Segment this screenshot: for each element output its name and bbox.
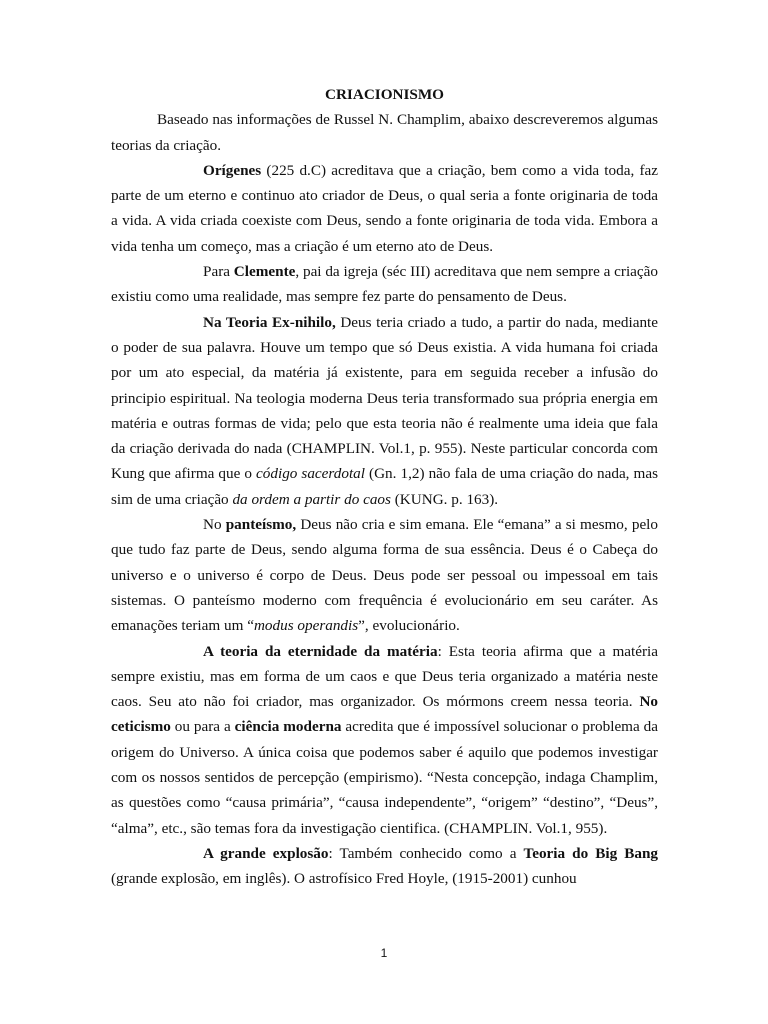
clemente-prefix: Para bbox=[203, 263, 234, 281]
paragraph-grande-explosao bbox=[111, 841, 658, 892]
eternidade-text-2: ou para a bbox=[170, 718, 235, 736]
term-eternidade: A teoria da eternidade da matéria bbox=[203, 642, 438, 660]
ex-nihilo-text-1: Deus teria criado a tudo, a partir do nada, mediante o poder de sua palavra. Houve um tempo que só Deus existia. A vida humana foi criada por um ato especial, da matéria já existente, para em seguida receber a infusão do principio espiritual. Na teologia moderna Deus teria transformado sua própria energia em matéria e outras formas de vida; pelo que esta teoria não é realmente uma ideia que fala da criação derivada do nada (CHAMPLIN. Vol.1, p. 955). Neste particular concorda com Kung que afirma que o bbox=[111, 313, 659, 483]
paragraph-eternidade bbox=[111, 639, 658, 841]
clemente-text: , pai da igreja (séc III) acreditava que nem sempre a criação existiu como uma realidade, mas sempre fez parte do pensamento de Deus. bbox=[111, 263, 658, 306]
document-body bbox=[111, 82, 658, 892]
term-clemente: Clemente bbox=[233, 263, 296, 281]
term-origenes: Orígenes bbox=[203, 161, 262, 179]
origenes-text: (225 d.C) acreditava que a criação, bem como a vida toda, faz parte de um eterno e continuo ato criador de Deus, o qual seria a fonte originaria de toda a vida. A vida criada coexiste com Deus, sendo a fonte originaria de toda vida. Embora a vida tenha um começo, mas a criação é um eterno ato de Deus. bbox=[111, 161, 658, 255]
term-big-bang: Teoria do Big Bang bbox=[523, 844, 658, 862]
ex-nihilo-italic-1: código sacerdotal bbox=[256, 465, 365, 483]
paragraph-panteismo bbox=[111, 512, 658, 638]
paragraph-ex-nihilo bbox=[111, 310, 658, 512]
term-panteismo: panteísmo, bbox=[225, 516, 297, 534]
term-ceticismo: No ceticismo bbox=[111, 693, 658, 736]
intro-paragraph: Baseado nas informações de Russel N. Champlim, abaixo descreveremos algumas teorias da criação. bbox=[111, 111, 658, 154]
panteismo-italic: modus operandis bbox=[253, 617, 359, 635]
term-ciencia-moderna: ciência moderna bbox=[234, 718, 342, 736]
panteismo-text-1: Deus não cria e sim emana. Ele “emana” a si mesmo, pelo que tudo faz parte de Deus, sendo alguma forma de sua essência. Deus é o Cabeça do universo e o universo é corpo de Deus. Deus pode ser pessoal ou impessoal em tais sistemas. O panteísmo moderno com frequência é evolucionário em seu caráter. As emanações teriam um “ bbox=[111, 516, 658, 635]
eternidade-text-3: acredita que é impossível solucionar o problema da origem do Universo. A única coisa que podemos saber é aquilo que podemos investigar com os nossos sentidos de percepção (empirismo). “Nesta concepção, indaga Champlim, as questões como “causa primária”, “causa independente”, “origem” “destino”, “Deus”, “alma”, etc., são temas fora da investigação cientifica. (CHAMPLIN. Vol.1, 955). bbox=[111, 718, 658, 837]
panteismo-text-2: ”, evolucionário. bbox=[358, 617, 460, 635]
explosao-text-1: : Também conhecido como a bbox=[328, 844, 524, 862]
paragraph-clemente bbox=[111, 259, 658, 310]
eternidade-text-1: : Esta teoria afirma que a matéria sempre existiu, mas em forma de um caos e que Deus teria organizado a matéria neste caos. Seu ato não foi criador, mas organizador. Os mórmons creem nessa teoria. bbox=[111, 642, 658, 711]
page-number: 1 bbox=[380, 946, 388, 960]
document-title: CRIACIONISMO bbox=[325, 86, 444, 103]
ex-nihilo-text-2: (Gn. 1,2) não fala de uma criação do nada, mas sim de uma criação bbox=[111, 465, 658, 508]
ex-nihilo-text-3: (KUNG. p. 163). bbox=[390, 490, 499, 508]
paragraph-origenes bbox=[111, 158, 658, 259]
term-ex-nihilo: Na Teoria Ex-nihilo, bbox=[203, 313, 336, 331]
panteismo-prefix: No bbox=[203, 516, 226, 534]
ex-nihilo-italic-2: da ordem a partir do caos bbox=[232, 490, 391, 508]
explosao-text-2: (grande explosão, em inglês). O astrofísico Fred Hoyle, (1915-2001) cunhou bbox=[111, 870, 577, 888]
term-grande-explosao: A grande explosão bbox=[203, 844, 329, 862]
